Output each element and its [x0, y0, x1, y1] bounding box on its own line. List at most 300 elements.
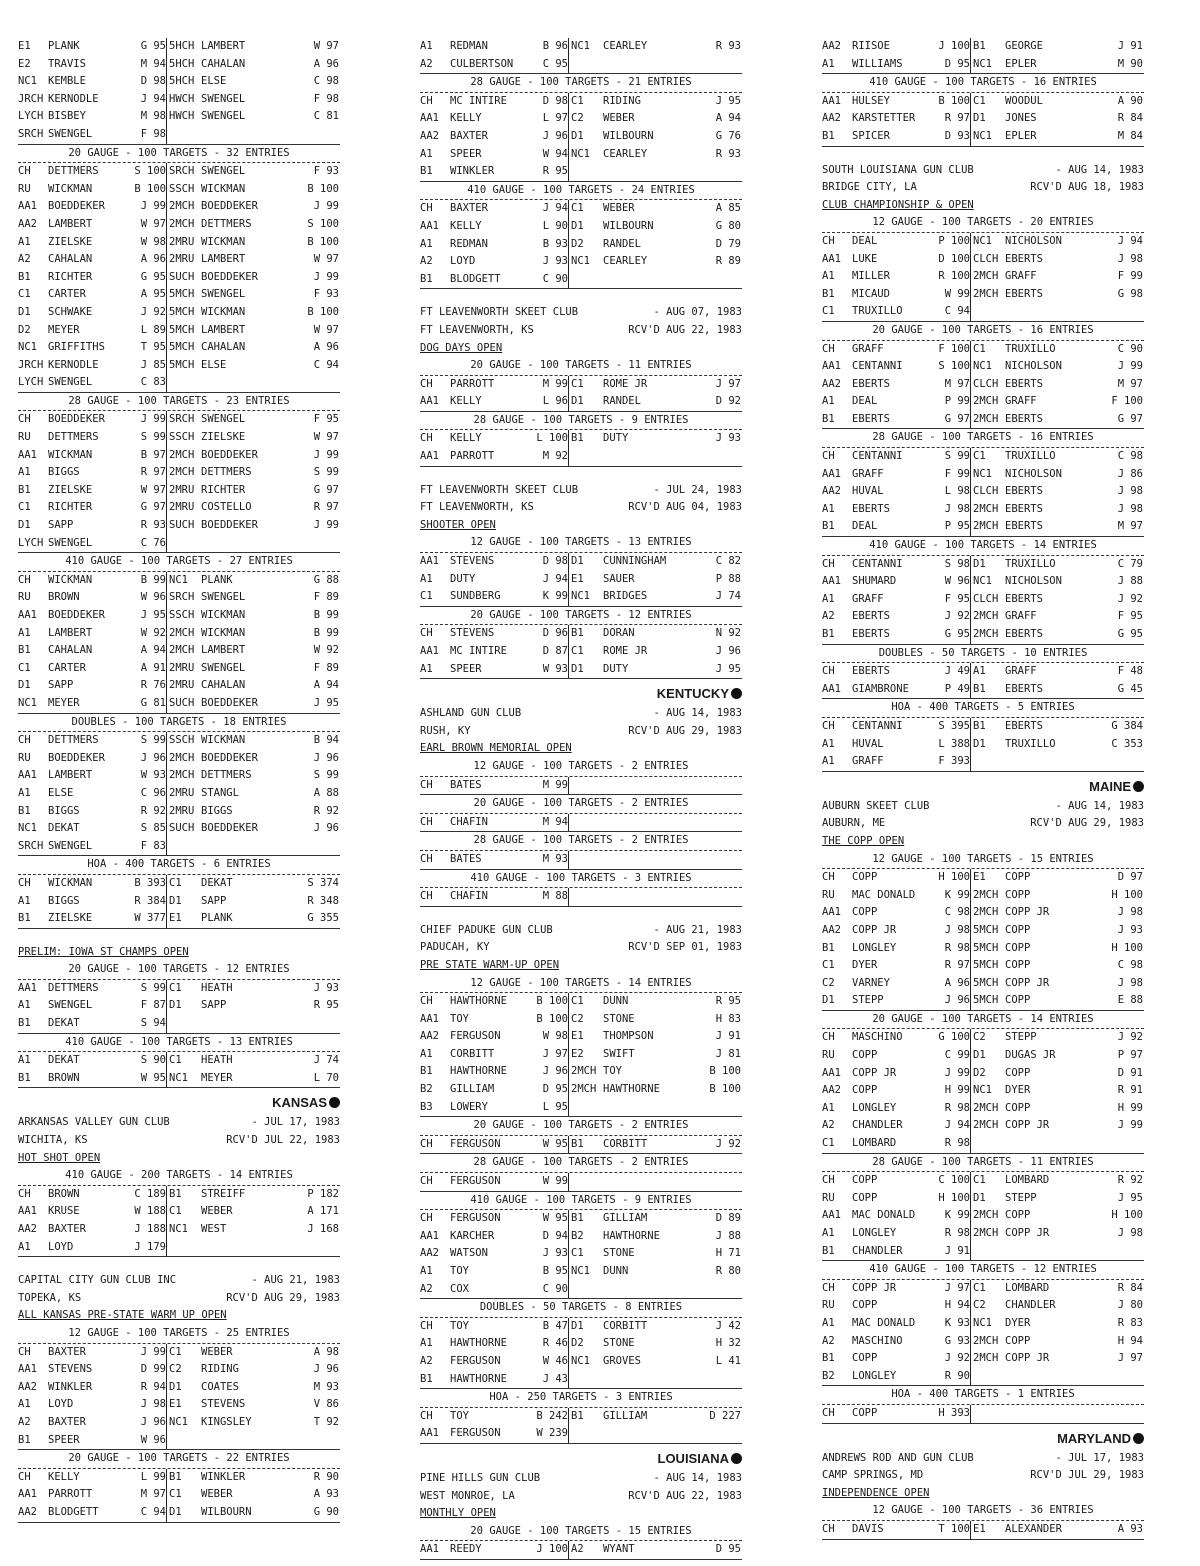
result-row: [822, 1225, 1144, 1243]
result-row: [822, 56, 1144, 75]
result-row: [822, 110, 1144, 128]
score: R 98: [944, 941, 970, 954]
event-name: PRELIM: IOWA ST CHAMPS OPEN: [18, 945, 189, 958]
class-code: D2: [18, 323, 31, 336]
received-date: RCV'D AUG 29, 1983: [1030, 817, 1144, 830]
class-code: AA2: [822, 923, 841, 936]
class-code: SUCH: [169, 519, 195, 532]
class-code: A1: [18, 786, 31, 799]
score: M 94: [140, 57, 166, 70]
result-row: [18, 464, 340, 482]
shooter-name: EBERTS: [852, 502, 890, 515]
score: J 98: [140, 1398, 166, 1411]
class-code: AA1: [822, 467, 841, 480]
score: A 96: [313, 341, 339, 354]
score: [707, 1099, 741, 1117]
shooter-name: LAMBERT: [201, 323, 246, 336]
shooter-name: HAWTHORNE: [450, 1372, 507, 1385]
class-code: AA1: [420, 450, 439, 463]
class-code: D1: [169, 1380, 182, 1393]
score: C 98: [313, 75, 339, 88]
club-name: AUBURN SKEET CLUB: [822, 799, 930, 812]
score: [1109, 1243, 1143, 1261]
location: PADUCAH, KY: [420, 941, 490, 954]
score: J 92: [944, 1352, 970, 1365]
event-header: 12 GAUGE - 100 TARGETS - 25 ENTRIES: [18, 1325, 340, 1344]
shoot-date: - JUL 24, 1983: [653, 483, 742, 496]
result-row: [420, 1371, 742, 1390]
shooter-name: WILBOURN: [603, 219, 654, 232]
class-code: A2: [571, 1543, 584, 1556]
class-code: [167, 535, 201, 553]
score: R 384: [134, 894, 166, 907]
class-code: [569, 851, 603, 869]
class-code: AA2: [822, 485, 841, 498]
class-code: NC1: [571, 40, 590, 52]
class-code: NC1: [571, 1354, 590, 1367]
shooter-name: ZIELSKE: [201, 431, 246, 444]
class-code: AA1: [18, 200, 37, 213]
score: H 71: [715, 1247, 741, 1260]
result-row: [420, 110, 742, 128]
score: H 100: [938, 871, 970, 884]
class-code: [167, 1239, 201, 1257]
class-code: D1: [18, 679, 31, 692]
shooter-name: KERNODLE: [48, 358, 99, 371]
class-code: 2MRU: [169, 253, 195, 266]
shooter-name: WEST: [201, 1223, 227, 1235]
event-header: 410 GAUGE - 100 TARGETS - 13 ENTRIES: [18, 1034, 340, 1053]
shooter-name: COPP JR: [852, 1281, 897, 1294]
shooter-name: BOEDDEKER: [201, 519, 258, 532]
score: M 94: [542, 815, 568, 828]
class-code: A1: [822, 737, 835, 750]
class-code: D1: [571, 129, 584, 142]
shooter-name: MC INTIRE: [450, 645, 507, 657]
score: F 48: [1117, 665, 1143, 678]
shooter-name: COPP: [852, 871, 878, 884]
location: FT LEAVENWORTH, KS: [420, 501, 534, 514]
event-name: ALL KANSAS PRE-STATE WARM UP OPEN: [18, 1309, 227, 1322]
result-row: [420, 1210, 742, 1228]
result-row: [420, 56, 742, 75]
score: F 89: [313, 591, 339, 604]
event-header: 12 GAUGE - 100 TARGETS - 20 ENTRIES: [822, 214, 1144, 233]
class-code: CLCH: [973, 485, 999, 498]
shooter-name: CAHALAN: [201, 57, 246, 70]
class-code: CH: [420, 94, 433, 107]
shooter-name: BOEDDEKER: [201, 822, 258, 835]
class-code: C1: [973, 342, 986, 355]
event-header: 410 GAUGE - 100 TARGETS - 12 ENTRIES: [822, 1261, 1144, 1280]
received-date: RCV'D AUG 04, 1983: [628, 501, 742, 514]
score: [1109, 1368, 1143, 1386]
result-row: [18, 785, 340, 803]
class-code: AA2: [822, 40, 841, 52]
class-code: B1: [822, 941, 835, 954]
shooter-name: [1005, 1405, 1109, 1423]
shooter-name: CARTER: [48, 661, 86, 674]
shooter-name: BIGGS: [201, 804, 233, 817]
score: J 80: [1117, 1299, 1143, 1312]
score: D 95: [542, 1083, 568, 1096]
class-code: AA2: [18, 1223, 37, 1235]
shooter-name: GILLIAM: [603, 1409, 648, 1422]
class-code: 2MCH: [571, 1065, 597, 1078]
class-code: RU: [822, 888, 835, 901]
result-row: [822, 93, 1144, 111]
score: [707, 851, 741, 869]
class-code: [167, 1432, 201, 1450]
shooter-name: EBERTS: [852, 628, 890, 640]
class-code: CH: [822, 1406, 835, 1419]
bullet-icon: [329, 1097, 340, 1108]
class-code: 2MCH: [973, 888, 999, 901]
class-code: C1: [169, 876, 182, 889]
result-row: [822, 904, 1144, 922]
shooter-name: TOY: [450, 1319, 469, 1332]
location: BRIDGE CITY, LA: [822, 181, 917, 194]
class-code: RU: [18, 751, 31, 764]
shooter-name: CHANDLER: [852, 1244, 903, 1257]
shooter-name: DEKAT: [48, 1054, 80, 1067]
score: B 97: [140, 448, 166, 461]
state-name: MARYLAND: [1057, 1430, 1131, 1446]
class-code: CH: [420, 1175, 433, 1188]
result-row: [18, 750, 340, 768]
class-code: C1: [973, 1174, 986, 1187]
shooter-name: BOEDDEKER: [48, 609, 105, 621]
score: W 239: [536, 1427, 568, 1440]
score: W 93: [542, 662, 568, 675]
class-code: 2MRU: [169, 483, 195, 496]
score: G 76: [715, 129, 741, 142]
result-row: [822, 663, 1144, 681]
score: J 98: [1117, 906, 1143, 919]
result-row: [18, 820, 340, 838]
result-row: [420, 851, 742, 870]
shooter-name: KELLY: [450, 112, 482, 125]
score: R 97: [140, 466, 166, 479]
score: J 93: [313, 981, 339, 994]
class-code: 5MCH: [973, 976, 999, 989]
shooter-name: COPP: [852, 906, 878, 919]
class-code: E1: [973, 871, 986, 884]
result-row: [420, 1263, 742, 1281]
result-row: [420, 218, 742, 236]
shooter-name: RIISOE: [852, 40, 890, 52]
shooter-name: DUGAS JR: [1005, 1049, 1056, 1062]
score: B 100: [536, 1012, 568, 1025]
club-line: [822, 798, 1144, 816]
score: [1109, 1405, 1143, 1423]
state-name: LOUISIANA: [657, 1450, 729, 1466]
result-row: [822, 1047, 1144, 1065]
class-code: A1: [420, 572, 433, 585]
result-row: [420, 93, 742, 111]
shooter-name: SWENGEL: [201, 288, 246, 301]
spacer: [822, 147, 1144, 162]
club-line: [822, 162, 1144, 180]
class-code: CH: [420, 890, 433, 903]
shooter-name: SPEER: [48, 1433, 80, 1446]
shoot-date: - JUL 17, 1983: [1055, 1451, 1144, 1464]
score: J 49: [944, 665, 970, 678]
score: J 97: [1117, 1352, 1143, 1365]
result-row: [822, 556, 1144, 574]
shooter-name: CEARLEY: [603, 40, 648, 52]
shooter-name: LAMBERT: [201, 253, 246, 266]
class-code: A1: [18, 894, 31, 907]
class-code: CH: [822, 557, 835, 570]
shooter-name: STEVENS: [201, 1398, 246, 1411]
shooter-name: SWIFT: [603, 1047, 635, 1060]
score: G 88: [313, 573, 339, 586]
class-code: D1: [169, 894, 182, 907]
received-date: RCV'D AUG 18, 1983: [1030, 181, 1144, 194]
score: B 94: [313, 734, 339, 747]
shooter-name: DEAL: [852, 520, 878, 533]
result-row: [822, 573, 1144, 591]
score: C 94: [140, 1505, 166, 1518]
shooter-name: SCHWAKE: [48, 305, 93, 318]
class-code: 5MCH: [169, 341, 195, 354]
score: R 97: [944, 959, 970, 972]
score: J 99: [313, 519, 339, 532]
score: F 89: [313, 661, 339, 674]
shooter-name: TRUXILLO: [852, 305, 903, 318]
shooter-name: GEORGE: [1005, 40, 1043, 52]
shooter-name: TOY: [450, 1265, 469, 1277]
shooter-name: GRAFF: [852, 755, 884, 768]
score: L 90: [542, 219, 568, 232]
result-row: [420, 236, 742, 254]
shooter-name: SPICER: [852, 129, 890, 142]
class-code: B1: [18, 644, 31, 657]
score: G 90: [313, 1505, 339, 1518]
shooter-name: FERGUSON: [450, 1212, 501, 1225]
state-heading: [822, 776, 1144, 798]
shooter-name: LOMBARD: [1005, 1281, 1050, 1294]
class-code: AA1: [18, 609, 37, 621]
result-row: [18, 1361, 340, 1379]
event-header: DOUBLES - 100 TARGETS - 18 ENTRIES: [18, 714, 340, 733]
event-header: 28 GAUGE - 100 TARGETS - 23 ENTRIES: [18, 393, 340, 412]
class-code: D1: [973, 737, 986, 750]
class-code: RU: [18, 431, 31, 444]
shooter-name: CENTANNI: [852, 557, 903, 570]
score: [305, 1015, 339, 1033]
class-code: LYCH: [18, 376, 44, 389]
score: J 94: [140, 92, 166, 105]
score: J 91: [944, 1244, 970, 1257]
shooter-name: SPEER: [450, 662, 482, 675]
score: W 95: [140, 1071, 166, 1084]
score: R 91: [1117, 1084, 1143, 1097]
score: D 89: [715, 1212, 741, 1225]
event-header: 20 GAUGE - 100 TARGETS - 16 ENTRIES: [822, 322, 1144, 341]
shooter-name: CARTER: [48, 288, 86, 301]
shooter-name: COPP JR: [852, 923, 897, 936]
score: G 355: [307, 912, 339, 925]
shooter-name: SHUMARD: [852, 575, 897, 588]
score: R 92: [1117, 1174, 1143, 1187]
score: J 100: [536, 1543, 568, 1556]
score: R 92: [140, 804, 166, 817]
shooter-name: TRUXILLO: [1005, 557, 1056, 570]
class-code: NC1: [169, 1415, 188, 1428]
class-code: A1: [420, 40, 433, 52]
shooter-name: KERNODLE: [48, 92, 99, 105]
shooter-name: KELLY: [450, 432, 482, 445]
shoot-date: - AUG 14, 1983: [1055, 799, 1144, 812]
shooter-name: STEPP: [852, 994, 884, 1007]
class-code: NC1: [973, 129, 992, 142]
class-code: AA1: [18, 769, 37, 782]
class-code: B1: [822, 287, 835, 300]
result-row: [420, 1353, 742, 1371]
class-code: 2MRU: [169, 786, 195, 799]
spacer: [420, 467, 742, 482]
score: B 393: [134, 876, 166, 889]
score: C 98: [944, 906, 970, 919]
class-code: C1: [973, 94, 986, 107]
score: C 83: [140, 376, 166, 389]
score: J 98: [1117, 976, 1143, 989]
result-row: [822, 1029, 1144, 1047]
result-row: [18, 108, 340, 126]
class-code: A1: [420, 1337, 433, 1350]
shooter-name: COX: [450, 1282, 469, 1295]
shooter-name: COPP: [1005, 959, 1031, 972]
score: F 95: [313, 413, 339, 426]
result-row: [420, 571, 742, 589]
shooter-name: BAXTER: [48, 1415, 86, 1428]
score: J 96: [313, 751, 339, 764]
score: F 100: [1111, 395, 1143, 408]
class-code: D1: [973, 557, 986, 570]
result-row: [420, 146, 742, 164]
class-code: 5MCH: [973, 994, 999, 1007]
class-code: D2: [571, 237, 584, 250]
score: F 93: [313, 165, 339, 178]
shooter-name: LOWERY: [450, 1100, 488, 1113]
shooter-name: BOEDDEKER: [201, 200, 258, 213]
shooter-name: DETTMERS: [48, 165, 99, 178]
class-code: AA2: [420, 1030, 439, 1043]
shooter-name: HAWTHORNE: [603, 1229, 660, 1242]
score: B 95: [542, 1265, 568, 1277]
shooter-name: HULSEY: [852, 94, 890, 107]
shooter-name: KARSTETTER: [852, 112, 916, 125]
class-code: A1: [822, 395, 835, 408]
shooter-name: [603, 1099, 707, 1117]
class-code: A1: [18, 1240, 31, 1253]
class-code: B2: [420, 1083, 433, 1096]
shooter-name: DETTMERS: [201, 466, 252, 479]
class-code: B1: [18, 270, 31, 283]
shooter-name: MEYER: [48, 696, 80, 709]
class-code: A2: [420, 255, 433, 268]
shooter-name: COPP: [1005, 1209, 1031, 1222]
score: F 99: [944, 467, 970, 480]
result-row: [420, 271, 742, 290]
result-row: [822, 128, 1144, 147]
score: B 99: [140, 573, 166, 586]
score: D 98: [140, 75, 166, 88]
score: J 86: [1117, 467, 1143, 480]
score: P 182: [307, 1187, 339, 1200]
shooter-name: EBERTS: [1005, 719, 1043, 732]
class-code: C2: [571, 112, 584, 125]
result-row: [420, 1136, 742, 1155]
class-code: [971, 1243, 1005, 1261]
club-line: [420, 1470, 742, 1488]
state-heading: [822, 1428, 1144, 1450]
score: S 99: [313, 466, 339, 479]
shooter-name: DEAL: [852, 395, 878, 408]
shooter-name: BATES: [450, 778, 482, 791]
shooter-name: MAC DONALD: [852, 1209, 916, 1222]
score: J 97: [715, 377, 741, 390]
class-code: 5MCH: [973, 941, 999, 954]
shooter-name: HAWTHORNE: [450, 995, 507, 1008]
state-name: KANSAS: [272, 1095, 327, 1111]
result-row: [822, 753, 1144, 772]
class-code: A1: [822, 57, 835, 70]
shooter-name: CAHALAN: [201, 341, 246, 354]
class-code: LYCH: [18, 110, 44, 123]
class-code: CH: [420, 778, 433, 791]
shooter-name: TRUXILLO: [1005, 737, 1056, 750]
score: R 84: [1117, 1281, 1143, 1294]
result-row: [18, 374, 340, 393]
shooter-name: LONGLEY: [852, 941, 897, 954]
score: W 95: [542, 1137, 568, 1150]
score: A 94: [715, 112, 741, 125]
class-code: D1: [571, 1319, 584, 1332]
shooter-name: SWENGEL: [201, 591, 246, 604]
class-code: [569, 888, 603, 906]
score: H 94: [1117, 1334, 1143, 1347]
score: R 97: [313, 501, 339, 514]
score: P 100: [938, 234, 970, 247]
event-header: 12 GAUGE - 100 TARGETS - 2 ENTRIES: [420, 758, 742, 777]
result-row: [18, 269, 340, 287]
score: L 98: [944, 485, 970, 498]
score: G 384: [1111, 719, 1143, 732]
shooter-name: KELLY: [48, 1470, 80, 1483]
score: [305, 374, 339, 392]
shooter-name: EBERTS: [1005, 485, 1043, 498]
shooter-name: STONE: [603, 1337, 635, 1350]
score: J 94: [542, 202, 568, 215]
score: A 93: [1117, 1522, 1143, 1535]
score: J 88: [715, 1229, 741, 1242]
club-line: [18, 1272, 340, 1290]
class-code: C2: [169, 1363, 182, 1376]
result-row: [822, 1280, 1144, 1298]
class-code: CH: [420, 377, 433, 390]
score: [707, 814, 741, 832]
shoot-date: - AUG 14, 1983: [653, 707, 742, 720]
class-code: NC1: [973, 467, 992, 480]
score: [305, 1239, 339, 1257]
score: W 96: [944, 575, 970, 588]
shooter-name: DUTY: [450, 572, 476, 585]
class-code: A2: [822, 1334, 835, 1347]
result-row: [822, 1368, 1144, 1387]
